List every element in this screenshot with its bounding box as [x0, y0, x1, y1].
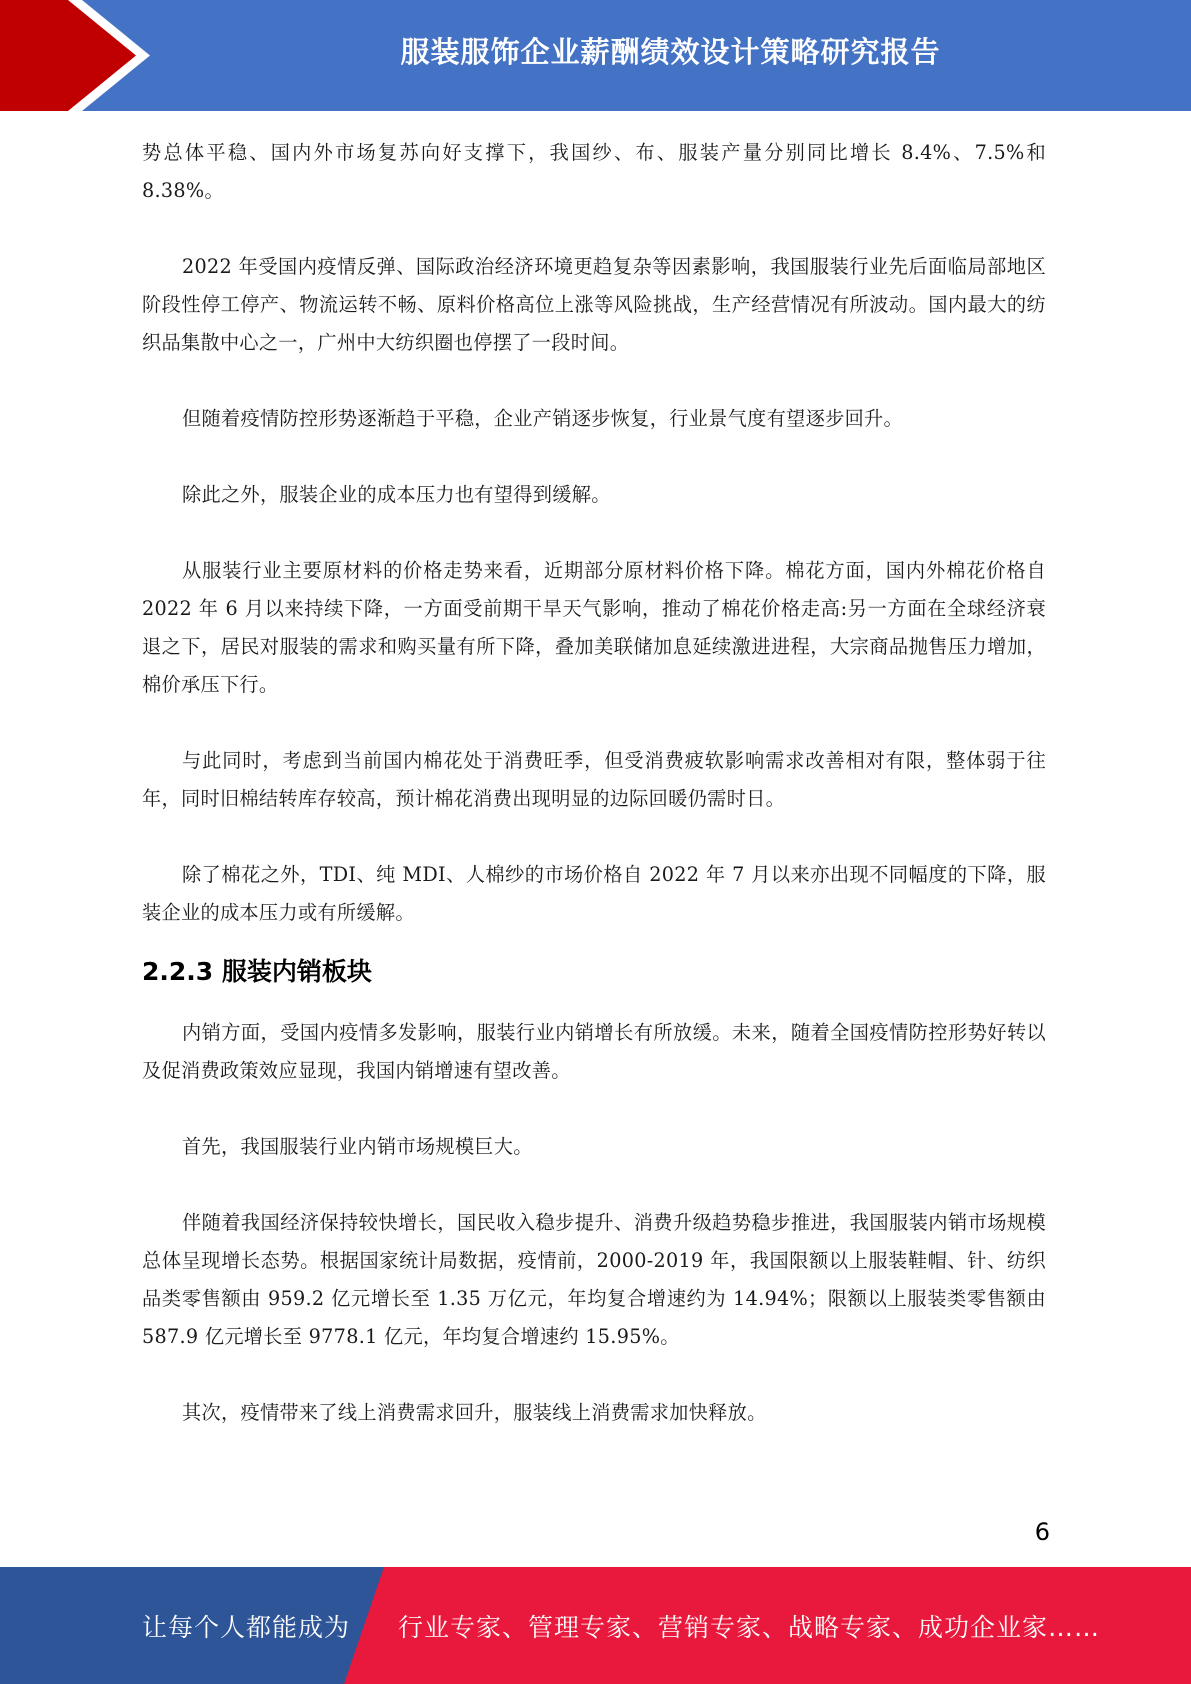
- page-footer: [0, 1567, 1191, 1684]
- paragraph-gap: [142, 1166, 1046, 1204]
- body-paragraph: 除此之外，服装企业的成本压力也有望得到缓解。: [182, 483, 611, 506]
- body-paragraph: 除了棉花之外，TDI、纯 MDI、人棉纱的市场价格自 2022 年 7 月以来亦出现不同幅度的下降，服装企业的成本压力或有所缓解。: [142, 863, 1046, 924]
- body-paragraph: 但随着疫情防控形势逐渐趋于平稳，企业产销逐步恢复，行业景气度有望逐步回升。: [182, 407, 904, 430]
- footer-slogan-right: 行业专家、管理专家、营销专家、战略专家、成功企业家……: [398, 1612, 1101, 1642]
- chevron-decoration-icon: [0, 0, 160, 111]
- paragraph-gap: [142, 438, 1046, 476]
- paragraph-gap: [142, 362, 1046, 400]
- paragraph-gap: [142, 1356, 1046, 1394]
- chevron-red-shape: [0, 0, 136, 111]
- paragraph-gap: [142, 514, 1046, 552]
- paragraphs-before-heading: [142, 134, 1046, 932]
- paragraph-gap: [142, 704, 1046, 742]
- report-title: 服装服饰企业薪酬绩效设计策略研究报告: [400, 34, 941, 69]
- body-paragraph: 2022 年受国内疫情反弹、国际政治经济环境更趋复杂等因素影响，我国服装行业先后面临局部地区阶段性停工停产、物流运转不畅、原料价格高位上涨等风险挑战，生产经营情况有所波动。国内最大的纺织品集散中心之一，广州中大纺织圈也停摆了一段时间。: [142, 255, 1046, 354]
- body-paragraph: 伴随着我国经济保持较快增长，国民收入稳步提升、消费升级趋势稳步推进，我国服装内销市场规模总体呈现增长态势。根据国家统计局数据，疫情前，2000-2019 年，我国限额以上服装鞋帽、针、纺织品类零售额由 959.2 亿元增长至 1.35 万亿元，年均复合增速约为 14.94%；限额以上服装类零售额由 587.9 亿元增长至 9778.1 亿元，年均复合增速约 15.95%。: [142, 1211, 1046, 1348]
- body-paragraph: 其次，疫情带来了线上消费需求回升，服装线上消费需求加快释放。: [182, 1401, 767, 1424]
- body-paragraph: 内销方面，受国内疫情多发影响，服装行业内销增长有所放缓。未来，随着全国疫情防控形势好转以及促消费政策效应显现，我国内销增速有望改善。: [142, 1021, 1046, 1082]
- footer-slogan-left: 让每个人都能成为: [142, 1612, 351, 1642]
- body-paragraph: 从服装行业主要原材料的价格走势来看，近期部分原材料价格下降。棉花方面，国内外棉花价格自 2022 年 6 月以来持续下降，一方面受前期干旱天气影响，推动了棉花价格走高:另一方面在全球经济衰退之下，居民对服装的需求和购买量有所下降，叠加美联储加息延续激进进程，大宗商品抛售压力增加，棉价承压下行。: [142, 559, 1046, 696]
- paragraphs-after-heading: [142, 1014, 1046, 1432]
- body-paragraph: 与此同时，考虑到当前国内棉花处于消费旺季，但受消费疲软影响需求改善相对有限，整体弱于往年，同时旧棉结转库存较高，预计棉花消费出现明显的边际回暖仍需时日。: [142, 749, 1046, 810]
- paragraph-gap: [142, 818, 1046, 856]
- page-number: 6: [1034, 1518, 1050, 1546]
- paragraph-gap: [142, 210, 1046, 248]
- section-heading: 2.2.3 服装内销板块: [142, 957, 372, 986]
- page-content: [142, 134, 1046, 1432]
- body-paragraph: 势总体平稳、国内外市场复苏向好支撑下，我国纱、布、服装产量分别同比增长 8.4%、7.5%和 8.38%。: [142, 141, 1046, 202]
- page-header: [0, 0, 1191, 111]
- paragraph-gap: [142, 1090, 1046, 1128]
- body-paragraph: 首先，我国服装行业内销市场规模巨大。: [182, 1135, 533, 1158]
